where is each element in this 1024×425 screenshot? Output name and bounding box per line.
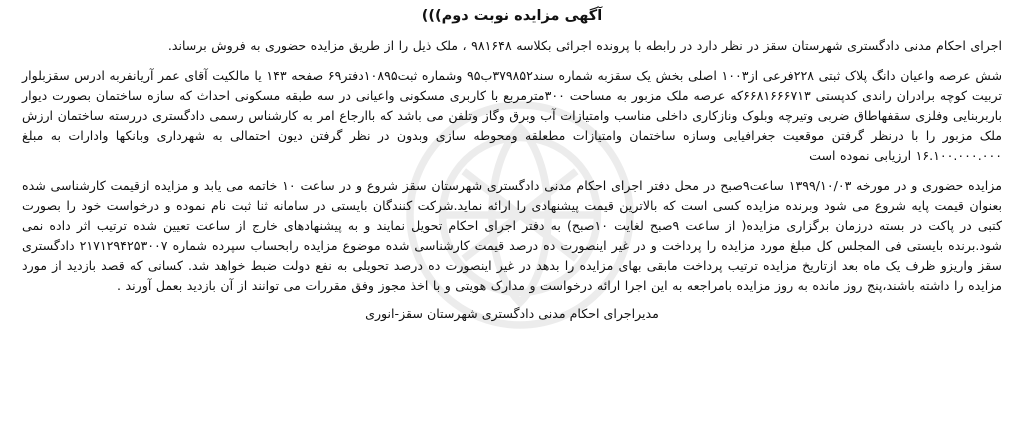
notice-title: آگهی مزایده نوبت دوم))) bbox=[421, 8, 603, 24]
notice-signature: مدیراجرای احکام مدنی دادگستری شهرستان سقز-انوری bbox=[365, 306, 659, 321]
notice-intro: اجرای احکام مدنی دادگستری شهرستان سقز در نظر دارد در رابطه با پرونده اجرائی بکلاسه ۹۸۱۶۴۸ ، ملک ذیل را از طریق مزایده حضوری به فروش برساند. bbox=[167, 38, 1002, 53]
auction-terms: مزایده حضوری و در مورخه ۱۳۹۹/۱۰/۰۳ ساعت۹صبح در محل دفتر اجرای احکام مدنی دادگستری شهرستان سقز شروع و در ساعت ۱۰ خاتمه می یابد و مزایده ازقیمت کارشناسی شده بعنوان قیمت پایه شروع می شود وبرنده مزایده کسی است که بالاترین قیمت پیشنهادی را ارائه نماید.شرکت کنندگان بایستی در سامانه ثنا ثبت نام نموده و درخواست خود را بصورت کتبی در پاکت در بسته درزمان برگزاری مزایده( از ساعت ۹صبح لغایت ۱۰صبح) به دفتر اجرای احکام تحویل نمایند و به پیشنهادهای خارج از ساعت تعیین شده ترتیب اثر داده نمی شود.برنده بایستی فی المجلس کل مبلغ مورد مزایده را پرداخت و در غیر اینصورت ده درصد قیمت کارشناسی شده موضوع مزایده رابحساب سپرده شماره ۲۱۷۱۲۹۴۲۵۳۰۰۷ دادگستری سقز واریزو ظرف یک ماه بعد ازتاریخ مزایده ترتیب پرداخت مابقی بهای مزایده را بدهد در غیر اینصورت ده درصد تحویلی به نفع دولت ضبط خواهد شد. کسانی که قصد بازدید از مورد مزایده را داشته باشند،پنج روز مانده به روز مزایده بامراجعه به این اجرا ارائه درخواست و مدارک هویتی و با اخذ مجوز وفق مقررات می توانند از آن بازدید بعمل آورند . bbox=[22, 178, 1002, 293]
property-description: شش عرصه واعیان دانگ پلاک ثبتی ۲۲۸فرعی از۱۰۰۳ اصلی بخش یک سقزبه شماره سند۳۷۹۸۵۲ب۹۵ وشماره ثبت۱۰۸۹۵دفتر۶۹ صفحه ۱۴۳ یا مالکیت آقای عمر آریانفربه ادرس سقزبلوار تربیت کوچه برادران راندی کدپستی ۶۶۸۱۶۶۶۷۱۳که عرصه ملک مزبور به مساحت ۳۰۰مترمربع با کاربری مسکونی واعیانی در سه طبقه مسکونی احداث که سازه ساختمان بصورت دیوار باربربنایی وفلزی سقفهاطاق ضربی وتیرچه وبلوک ونازکاری داخلی مناسب وامتیازات آب وبرق وگاز وتلفن می باشد که باارجاع امر به کارشناس رسمی دادگستری دررسته ساختمان ارزش ملک مزبور را با درنظر گرفتن موقعیت جغرافیایی وسازه ساختمان وامتیازات مطعلقه ومحوطه سازی وبدون در نظر گرفتن دیون احتمالی به شهرداری وبانکها وادارات به مبلغ ۱۶.۱۰۰.۰۰۰.۰۰۰ ارزیابی نموده است bbox=[22, 68, 1002, 163]
